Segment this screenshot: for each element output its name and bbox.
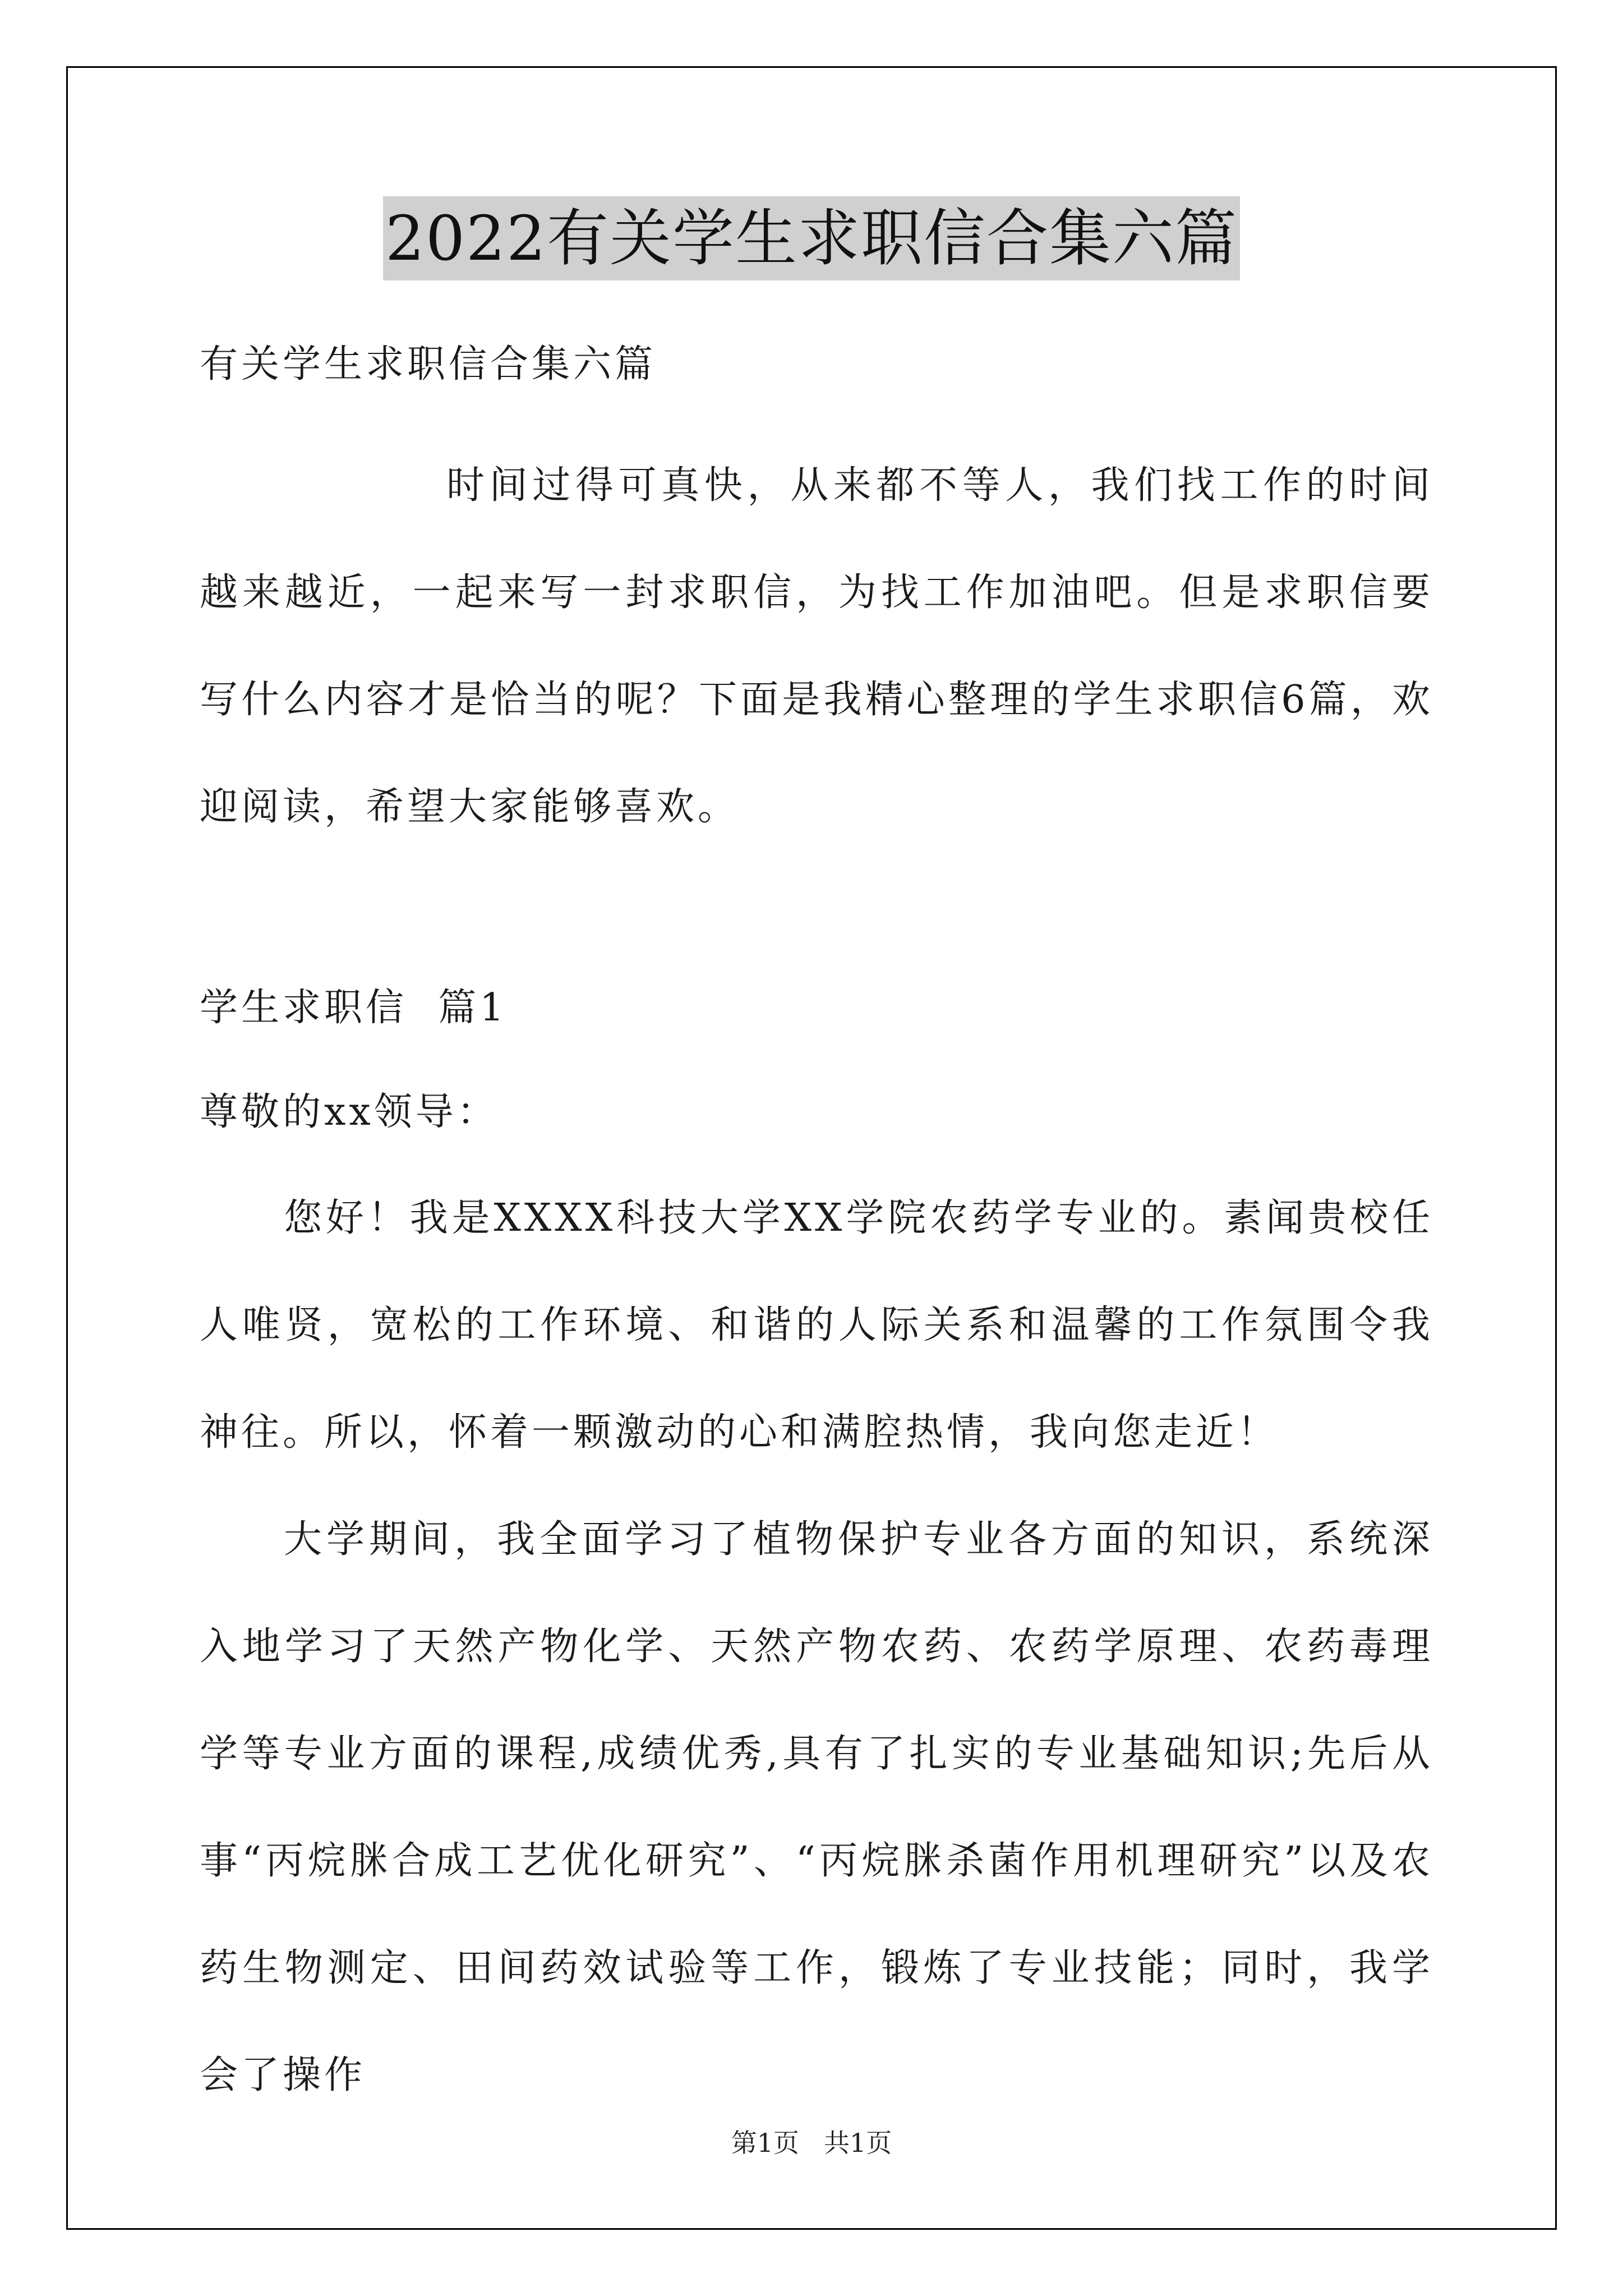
section-heading: 学生求职信 篇1 bbox=[200, 986, 508, 1030]
document-body bbox=[200, 314, 1433, 2129]
salutation: 尊敬的xx领导： bbox=[200, 1090, 499, 1134]
body-paragraph: 大学期间，我全面学习了植物保护专业各方面的知识，系统深入地学习了天然产物化学、天然产物农药、农药学原理、农药毒理学等专业方面的课程,成绩优秀,具有了扎实的专业基础知识;先后从事“丙烷脒合成工艺优化研究”、“丙烷脒杀菌作用机理研究”以及农药生物测定、田间药效试验等工作，锻炼了专业技能；同时，我学会了操作 bbox=[200, 1517, 1433, 2097]
body-paragraph: 您好！我是XXXX科技大学XX学院农药学专业的。素闻贵校任人唯贤，宽松的工作环境、和谐的人际关系和温馨的工作氛围令我神往。所以，怀着一颗激动的心和满腔热情，我向您走近！ bbox=[200, 1196, 1433, 1455]
intro-paragraph: 时间过得可真快，从来都不等人，我们找工作的时间越来越近，一起来写一封求职信，为找工作加油吧。但是求职信要写什么内容才是恰当的呢？下面是我精心整理的学生求职信6篇，欢迎阅读，希望大家能够喜欢。 bbox=[200, 463, 1433, 829]
page-total: 共1页 bbox=[824, 2128, 892, 2158]
document-title: 2022有关学生求职信合集六篇 bbox=[383, 196, 1240, 280]
document-subtitle: 有关学生求职信合集六篇 bbox=[200, 342, 657, 386]
page-footer bbox=[0, 2126, 1623, 2160]
page-number: 第1页 bbox=[731, 2128, 799, 2158]
title-container bbox=[0, 196, 1623, 280]
